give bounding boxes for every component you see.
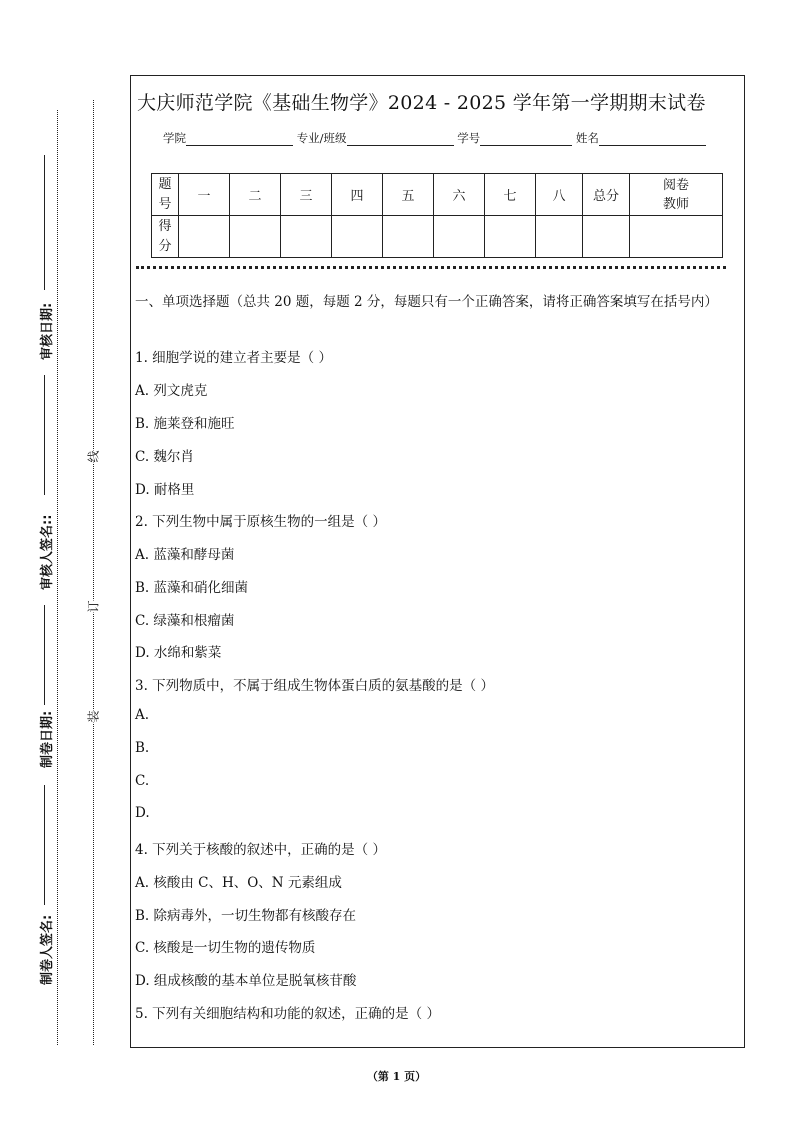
- binding-dotted-line-left: [57, 110, 58, 1045]
- score-cell[interactable]: [230, 216, 281, 258]
- question-option: B. 除病毒外，一切生物都有核酸存在: [135, 908, 357, 924]
- score-col-5: 五: [383, 174, 434, 216]
- question-option: A. 蓝藻和酵母菌: [135, 547, 235, 563]
- score-col-4: 四: [332, 174, 383, 216]
- score-col-7: 七: [485, 174, 536, 216]
- sign-line-reviewer: [44, 375, 45, 495]
- question-option: A. 核酸由 C、H、O、N 元素组成: [135, 875, 342, 891]
- score-col-6: 六: [434, 174, 485, 216]
- question-stem: 1. 细胞学说的建立者主要是（ ）: [135, 350, 332, 366]
- score-col-total: 总分: [583, 174, 630, 216]
- sign-line-make-date: [44, 605, 45, 705]
- question-option: D. 水绵和紫菜: [135, 645, 222, 661]
- question-option: D.: [135, 805, 150, 821]
- sign-line-review-date: [44, 155, 45, 290]
- page-number: （第 1 页）: [366, 1070, 427, 1083]
- score-cell[interactable]: [583, 216, 630, 258]
- question-option: A.: [135, 707, 150, 723]
- score-table: [151, 173, 723, 258]
- score-cell[interactable]: [383, 216, 434, 258]
- score-cell[interactable]: [179, 216, 230, 258]
- student-id-blank[interactable]: [480, 132, 572, 146]
- binding-char-line: 线: [86, 450, 101, 463]
- section-separator: [136, 266, 726, 269]
- binding-dotted-line-right: [93, 100, 94, 1045]
- reviewer-sign-label: 审核人签名::: [40, 514, 55, 590]
- student-id-label: 学号: [457, 131, 481, 145]
- college-blank[interactable]: [186, 132, 293, 146]
- score-cell[interactable]: [332, 216, 383, 258]
- score-cell[interactable]: [281, 216, 332, 258]
- question-option: D. 组成核酸的基本单位是脱氧核苷酸: [135, 973, 357, 989]
- score-table-header-row: [152, 174, 723, 216]
- name-blank[interactable]: [599, 132, 706, 146]
- major-class-blank[interactable]: [347, 132, 454, 146]
- name-label: 姓名: [575, 131, 599, 145]
- section-heading: 一、单项选择题（总共 20 题，每题 2 分，每题只有一个正确答案，请将正确答案填写在括号内）: [135, 294, 718, 310]
- score-table-row-header: 得 分: [152, 216, 179, 258]
- score-cell[interactable]: [434, 216, 485, 258]
- student-info-row: [163, 130, 706, 146]
- question-option: B. 蓝藻和硝化细菌: [135, 580, 249, 596]
- question-option: B.: [135, 740, 150, 756]
- question-option: D. 耐格里: [135, 482, 195, 498]
- make-date-label: 制卷日期:: [40, 710, 55, 768]
- college-label: 学院: [163, 131, 186, 145]
- score-cell[interactable]: [485, 216, 536, 258]
- score-col-8: 八: [536, 174, 583, 216]
- binding-char-ding: 订: [86, 600, 101, 613]
- question-option: C. 魏尔肖: [135, 449, 194, 465]
- question-option: C.: [135, 773, 150, 789]
- major-class-label: 专业/班级: [296, 131, 347, 145]
- question-stem: 3. 下列物质中，不属于组成生物体蛋白质的氨基酸的是（ ）: [135, 678, 494, 694]
- question-stem: 5. 下列有关细胞结构和功能的叙述，正确的是（ ）: [135, 1006, 440, 1022]
- score-table-score-row: [152, 216, 723, 258]
- question-option: A. 列文虎克: [135, 383, 208, 399]
- score-cell[interactable]: [536, 216, 583, 258]
- question-option: B. 施莱登和施旺: [135, 416, 235, 432]
- score-cell[interactable]: [630, 216, 723, 258]
- question-option: C. 绿藻和根瘤菌: [135, 613, 235, 629]
- maker-sign-label: 制卷人签名:: [40, 914, 55, 985]
- score-col-1: 一: [179, 174, 230, 216]
- score-col-grader: 阅卷 教师: [630, 174, 723, 216]
- score-table-row-header: 题 号: [152, 174, 179, 216]
- review-date-label: 审核日期:: [40, 302, 55, 360]
- page-title: 大庆师范学院《基础生物学》2024 - 2025 学年第一学期期末试卷: [137, 92, 706, 114]
- binding-char-zhuang: 装: [86, 710, 101, 723]
- question-option: C. 核酸是一切生物的遗传物质: [135, 940, 316, 956]
- score-col-2: 二: [230, 174, 281, 216]
- question-stem: 2. 下列生物中属于原核生物的一组是（ ）: [135, 514, 386, 530]
- sign-line-maker: [44, 785, 45, 905]
- score-col-3: 三: [281, 174, 332, 216]
- question-stem: 4. 下列关于核酸的叙述中，正确的是（ ）: [135, 842, 386, 858]
